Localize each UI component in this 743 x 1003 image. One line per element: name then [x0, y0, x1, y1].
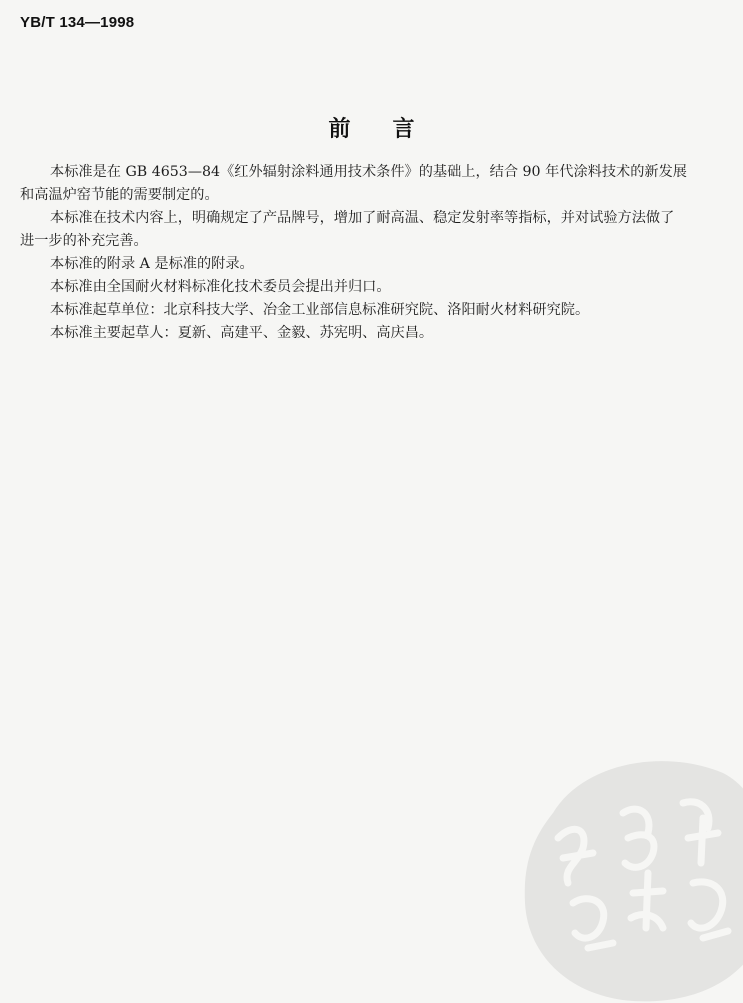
paragraph-6-line-1: 本标准主要起草人：夏新、高建平、金毅、苏宪明、高庆昌。 [50, 325, 434, 341]
paragraph-2-line-2: 进一步的补充完善。 [20, 233, 148, 249]
paragraph-3-line-1: 本标准的附录 A 是标准的附录。 [50, 256, 254, 272]
paragraph-1-line-1: 本标准是在 GB 4653—84《红外辐射涂料通用技术条件》的基础上，结合 90 年代涂料技术的新发展 [50, 164, 687, 180]
paragraph-4-line-1: 本标准由全国耐火材料标准化技术委员会提出并归口。 [50, 279, 391, 295]
paragraph-3 [50, 253, 722, 276]
foreword-body [20, 161, 722, 345]
paragraph-5-line-1: 本标准起草单位：北京科技大学、冶金工业部信息标准研究院、洛阳耐火材料研究院。 [50, 302, 590, 318]
page-title [0, 112, 743, 143]
paragraph-4 [50, 276, 722, 299]
paragraph-5 [50, 299, 722, 322]
paragraph-1 [20, 161, 722, 207]
seal-watermark [513, 743, 743, 1003]
paragraph-2 [20, 207, 722, 253]
paragraph-2-line-1: 本标准在技术内容上，明确规定了产品牌号，增加了耐高温、稳定发射率等指标，并对试验方法做了 [50, 210, 675, 226]
title-char-2: 言 [392, 117, 457, 142]
document-code: YB/T 134—1998 [20, 14, 135, 31]
title-char-1: 前 [328, 117, 393, 142]
paragraph-6 [50, 322, 722, 345]
paragraph-1-line-2: 和高温炉窑节能的需要制定的。 [20, 187, 219, 203]
